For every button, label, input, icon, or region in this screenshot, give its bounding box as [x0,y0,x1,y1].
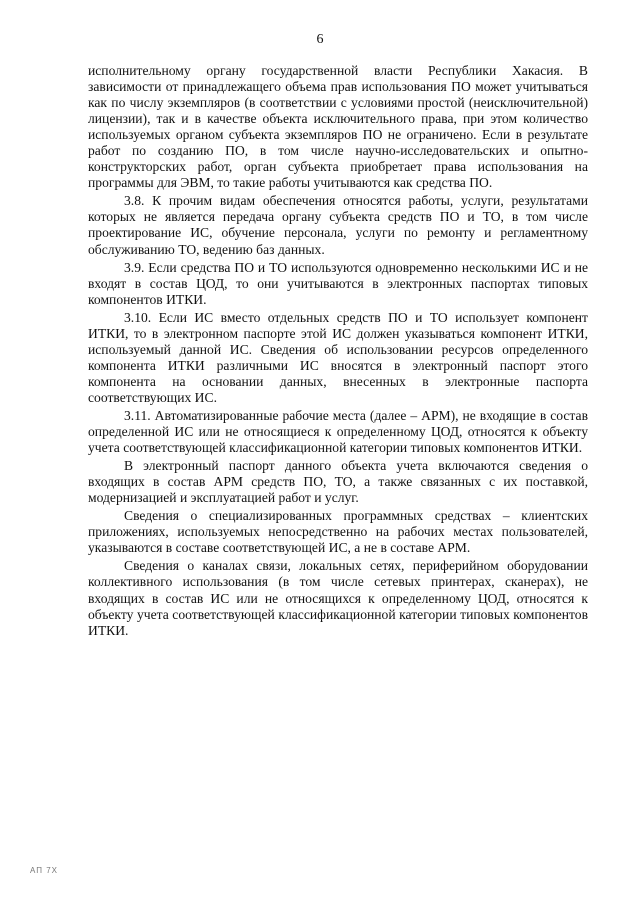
paragraph-client-apps: Сведения о специализированных программных средствах – клиентских приложениях, используемых непосредственно на рабочих местах пользователей, указываются в составе соответствующей ИС, а не в составе АРМ. [88,508,588,556]
footer-mark: АП 7Х [30,866,59,875]
document-body [88,63,588,641]
paragraph-3-9: 3.9. Если средства ПО и ТО используются одновременно несколькими ИС и не входят в состав ЦОД, то они учитываются в электронных паспортах типовых компонентов ИТКИ. [88,259,588,307]
paragraph-network: Сведения о каналах связи, локальных сетях, периферийном оборудовании коллективного использования (в том числе сетевых принтерах, сканерах), не входящих в состав ИС или не относящихся к определенному ЦОД, относятся к объекту учета соответствующей классификационной категории типовых компонентов ИТКИ. [88,558,588,638]
paragraph-3-8: 3.8. К прочим видам обеспечения относятся работы, услуги, результатами которых не является передача органу субъекта средств ПО и ТО, в том числе проектирование ИС, обучение персонала, услуги по ремонту и регламентному обслуживанию ТО, ведению баз данных. [88,193,588,257]
page-number: 6 [316,32,324,47]
paragraph-continuation: исполнительному органу государственной власти Республики Хакасия. В зависимости от принадлежащего объема прав использования ПО может учитываться как по числу экземпляров (в соответствии с условиями простой (неисключительной) лицензии), так и в качестве объекта исключительного права, при этом количество используемых органом субъекта экземпляров ПО не ограничено. Если в результате работ по созданию ПО, в том числе научно-исследовательских и опытно-конструкторских работ, орган субъекта приобретает права использования на программы для ЭВМ, то такие работы учитываются как средства ПО. [88,63,588,191]
paragraph-3-11: 3.11. Автоматизированные рабочие места (далее – АРМ), не входящие в состав определенной ИС или не относящиеся к определенному ЦОД, относятся к объекту учета соответствующей классификационной категории типовых компонентов ИТКИ. [88,407,588,456]
paragraph-3-10: 3.10. Если ИС вместо отдельных средств ПО и ТО использует компонент ИТКИ, то в электронном паспорте этой ИС должен указываться компонент ИТКИ, используемый данной ИС. Сведения об использовании ресурсов определенного компонента ИТКИ различными ИС вносятся в электронный паспорт этого компонента на основании данных, внесенных в электронные паспорта соответствующих ИС. [88,309,588,405]
paragraph-arm-passport: В электронный паспорт данного объекта учета включаются сведения о входящих в состав АРМ средств ПО, ТО, а также связанных с их поставкой, модернизацией и эксплуатацией работ и услуг. [88,458,588,506]
